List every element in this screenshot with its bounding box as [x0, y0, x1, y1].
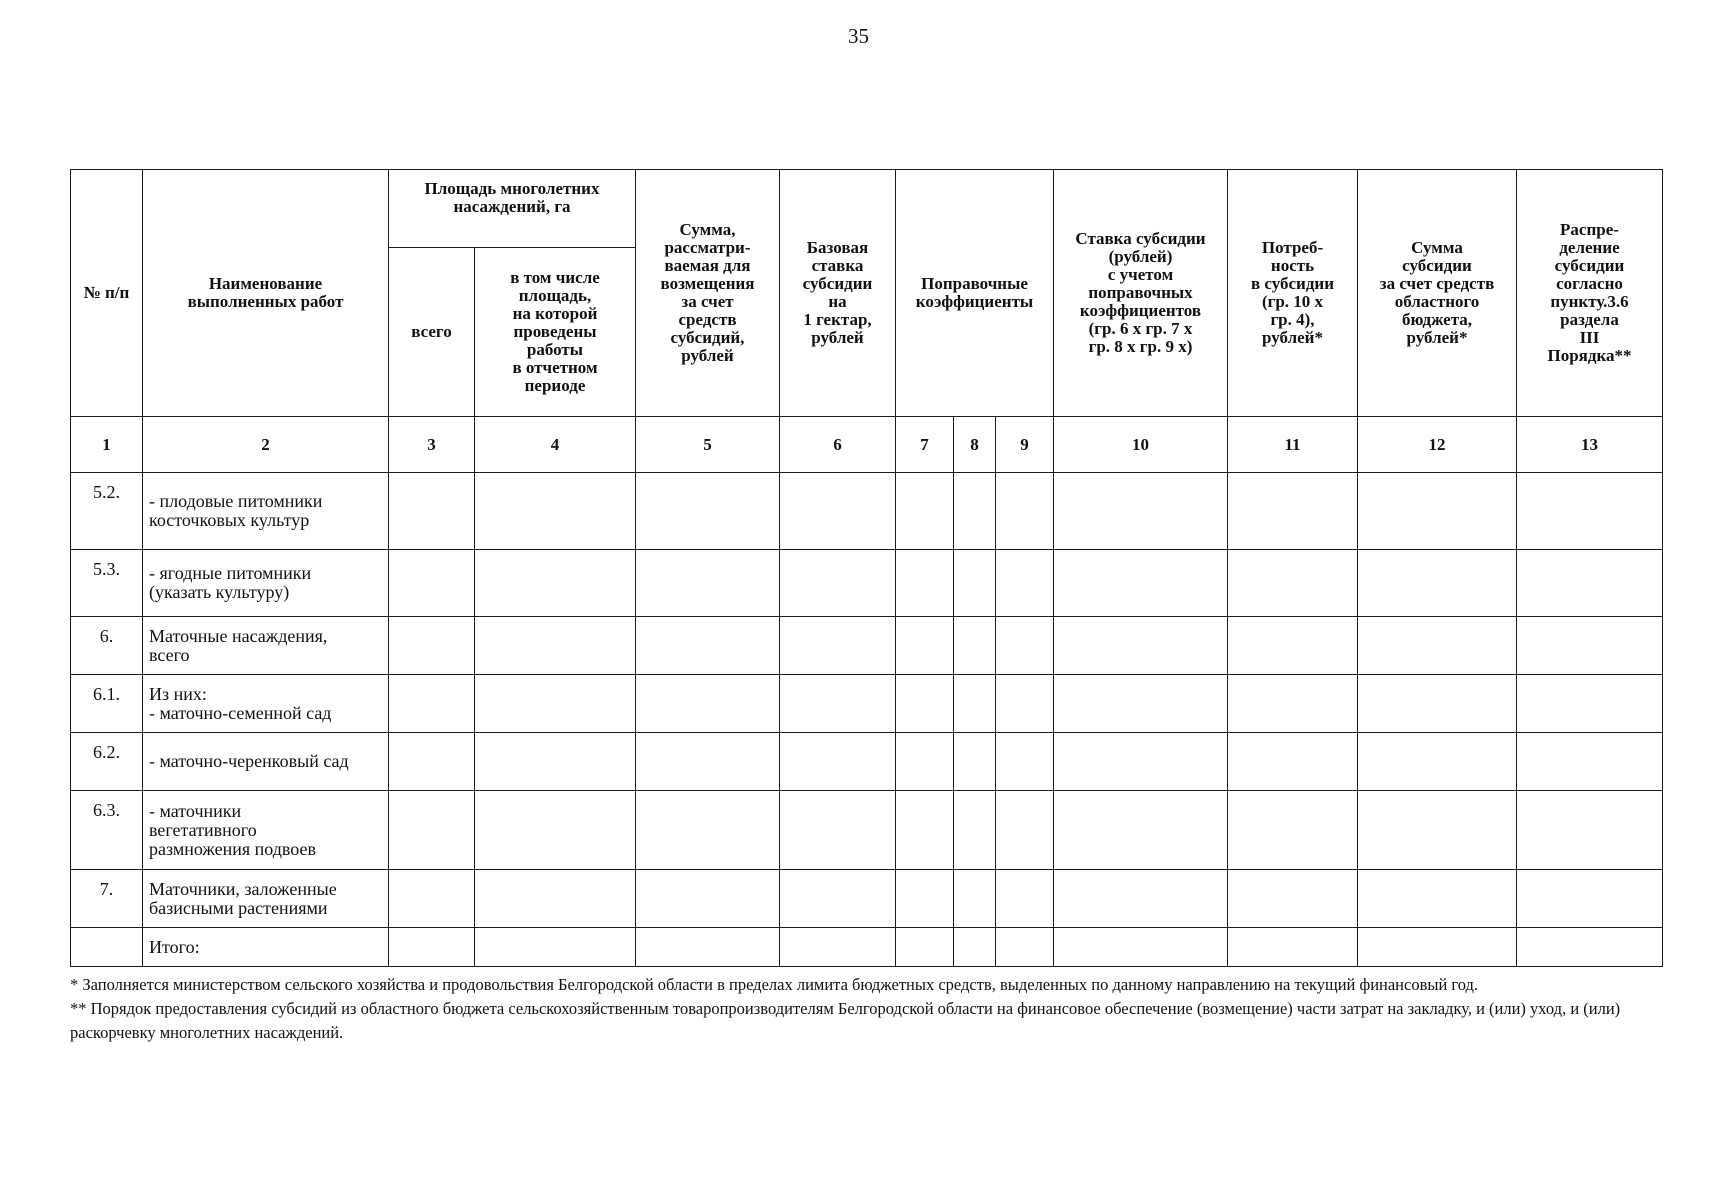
header-area-total: всего [389, 248, 475, 417]
empty-cell [1358, 675, 1517, 733]
empty-cell [780, 791, 896, 870]
empty-cell [1228, 617, 1358, 675]
empty-cell [475, 791, 636, 870]
empty-cell [996, 617, 1054, 675]
row-name: - ягодные питомники (указать культуру) [143, 550, 389, 617]
empty-cell [475, 675, 636, 733]
empty-cell [996, 791, 1054, 870]
column-number: 11 [1228, 417, 1358, 473]
row-name: Маточники, заложенные базисными растениями [143, 870, 389, 928]
page-number: 35 [848, 24, 869, 48]
row-number: 6.2. [71, 733, 143, 791]
empty-cell [954, 870, 996, 928]
table-row [71, 870, 1663, 928]
empty-cell [389, 473, 475, 550]
header-need: Потреб- ность в субсидии (гр. 10 х гр. 4), рублей* [1228, 170, 1358, 417]
empty-cell [636, 733, 780, 791]
empty-cell [996, 733, 1054, 791]
empty-cell [389, 791, 475, 870]
header-coefficients: Поправочные коэффициенты [896, 170, 1054, 417]
empty-cell [1517, 550, 1663, 617]
empty-cell [896, 550, 954, 617]
row-number [71, 928, 143, 967]
empty-cell [1054, 473, 1228, 550]
empty-cell [1358, 928, 1517, 967]
empty-cell [1228, 733, 1358, 791]
column-number: 3 [389, 417, 475, 473]
column-number: 1 [71, 417, 143, 473]
empty-cell [475, 473, 636, 550]
empty-cell [475, 617, 636, 675]
empty-cell [475, 550, 636, 617]
empty-cell [954, 675, 996, 733]
empty-cell [1358, 733, 1517, 791]
row-number: 5.3. [71, 550, 143, 617]
empty-cell [780, 733, 896, 791]
empty-cell [1517, 675, 1663, 733]
empty-cell [1054, 550, 1228, 617]
empty-cell [1054, 617, 1228, 675]
empty-cell [896, 733, 954, 791]
empty-cell [1358, 473, 1517, 550]
empty-cell [636, 617, 780, 675]
empty-cell [1517, 928, 1663, 967]
empty-cell [1228, 870, 1358, 928]
table-row [71, 791, 1663, 870]
column-number: 2 [143, 417, 389, 473]
empty-cell [954, 791, 996, 870]
row-name: - маточники вегетативного размножения подвоев [143, 791, 389, 870]
empty-cell [954, 617, 996, 675]
empty-cell [896, 675, 954, 733]
empty-cell [1228, 791, 1358, 870]
empty-cell [954, 733, 996, 791]
empty-cell [996, 473, 1054, 550]
row-name: - маточно-черенковый сад [143, 733, 389, 791]
empty-cell [1228, 675, 1358, 733]
empty-cell [389, 550, 475, 617]
row-number: 7. [71, 870, 143, 928]
row-name: Маточные насаждения, всего [143, 617, 389, 675]
header-base-rate: Базовая ставка субсидии на 1 гектар, рублей [780, 170, 896, 417]
empty-cell [636, 928, 780, 967]
empty-cell [389, 928, 475, 967]
empty-cell [954, 928, 996, 967]
table-row [71, 617, 1663, 675]
empty-cell [636, 550, 780, 617]
empty-cell [1358, 550, 1517, 617]
empty-cell [475, 928, 636, 967]
empty-cell [389, 870, 475, 928]
empty-cell [1517, 870, 1663, 928]
empty-cell [780, 870, 896, 928]
empty-cell [1517, 473, 1663, 550]
empty-cell [636, 473, 780, 550]
column-number: 13 [1517, 417, 1663, 473]
empty-cell [896, 617, 954, 675]
row-number: 6.3. [71, 791, 143, 870]
empty-cell [1054, 870, 1228, 928]
empty-cell [1054, 791, 1228, 870]
empty-cell [780, 675, 896, 733]
footnote-procedure: ** Порядок предоставления субсидий из областного бюджета сельскохозяйственным товаропроизводителям Белгородской области на финансовое обеспечение (возмещение) части затрат на закладку, и (или) уход, и (или) раскорчевку многолетних насаждений. [70, 999, 1621, 1042]
empty-cell [636, 870, 780, 928]
empty-cell [389, 617, 475, 675]
empty-cell [780, 617, 896, 675]
empty-cell [780, 550, 896, 617]
empty-cell [1054, 928, 1228, 967]
column-number: 7 [896, 417, 954, 473]
empty-cell [475, 870, 636, 928]
empty-cell [996, 675, 1054, 733]
empty-cell [1517, 791, 1663, 870]
empty-cell [1054, 675, 1228, 733]
empty-cell [954, 473, 996, 550]
empty-cell [954, 550, 996, 617]
table-row [71, 928, 1663, 967]
header-area-worked: в том числе площадь, на которой проведены работы в отчетном периоде [475, 248, 636, 417]
footnotes [70, 973, 1670, 1045]
empty-cell [1517, 617, 1663, 675]
empty-cell [389, 733, 475, 791]
table-row [71, 473, 1663, 550]
column-number: 8 [954, 417, 996, 473]
table-row [71, 550, 1663, 617]
empty-cell [996, 550, 1054, 617]
empty-cell [896, 928, 954, 967]
empty-cell [1054, 733, 1228, 791]
row-name: Из них: - маточно-семенной сад [143, 675, 389, 733]
footnote-ministry: * Заполняется министерством сельского хозяйства и продовольствия Белгородской области в пределах лимита бюджетных средств, выделенных по данному направлению на текущий финансовый год. [70, 975, 1479, 994]
header-sum-reimbursement: Сумма, рассматри- ваемая для возмещения за счет средств субсидий, рублей [636, 170, 780, 417]
header-sum-budget: Сумма субсидии за счет средств областного бюджета, рублей* [1358, 170, 1517, 417]
header-num: № п/п [71, 170, 143, 417]
header-area-group: Площадь многолетних насаждений, га [389, 170, 636, 248]
empty-cell [896, 870, 954, 928]
empty-cell [996, 928, 1054, 967]
header-distribution: Распре- деление субсидии согласно пункту.3.6 раздела III Порядка** [1517, 170, 1663, 417]
header-rate-adjusted: Ставка субсидии (рублей) с учетом поправочных коэффициентов (гр. 6 х гр. 7 х гр. 8 х гр. 9 х) [1054, 170, 1228, 417]
empty-cell [780, 473, 896, 550]
empty-cell [780, 928, 896, 967]
empty-cell [1228, 473, 1358, 550]
column-number: 12 [1358, 417, 1517, 473]
empty-cell [1228, 928, 1358, 967]
column-number: 4 [475, 417, 636, 473]
row-number: 5.2. [71, 473, 143, 550]
row-name: - плодовые питомники косточковых культур [143, 473, 389, 550]
empty-cell [1228, 550, 1358, 617]
empty-cell [475, 733, 636, 791]
subsidy-form-table [70, 169, 1663, 967]
empty-cell [896, 791, 954, 870]
empty-cell [1517, 733, 1663, 791]
column-number: 9 [996, 417, 1054, 473]
empty-cell [636, 791, 780, 870]
table-row [71, 733, 1663, 791]
column-number: 10 [1054, 417, 1228, 473]
row-number: 6. [71, 617, 143, 675]
empty-cell [1358, 870, 1517, 928]
empty-cell [896, 473, 954, 550]
empty-cell [1358, 791, 1517, 870]
empty-cell [636, 675, 780, 733]
empty-cell [996, 870, 1054, 928]
row-number: 6.1. [71, 675, 143, 733]
table-row [71, 675, 1663, 733]
column-number: 6 [780, 417, 896, 473]
row-name-total: Итого: [143, 928, 389, 967]
empty-cell [389, 675, 475, 733]
column-number: 5 [636, 417, 780, 473]
empty-cell [1358, 617, 1517, 675]
header-name: Наименование выполненных работ [143, 170, 389, 417]
